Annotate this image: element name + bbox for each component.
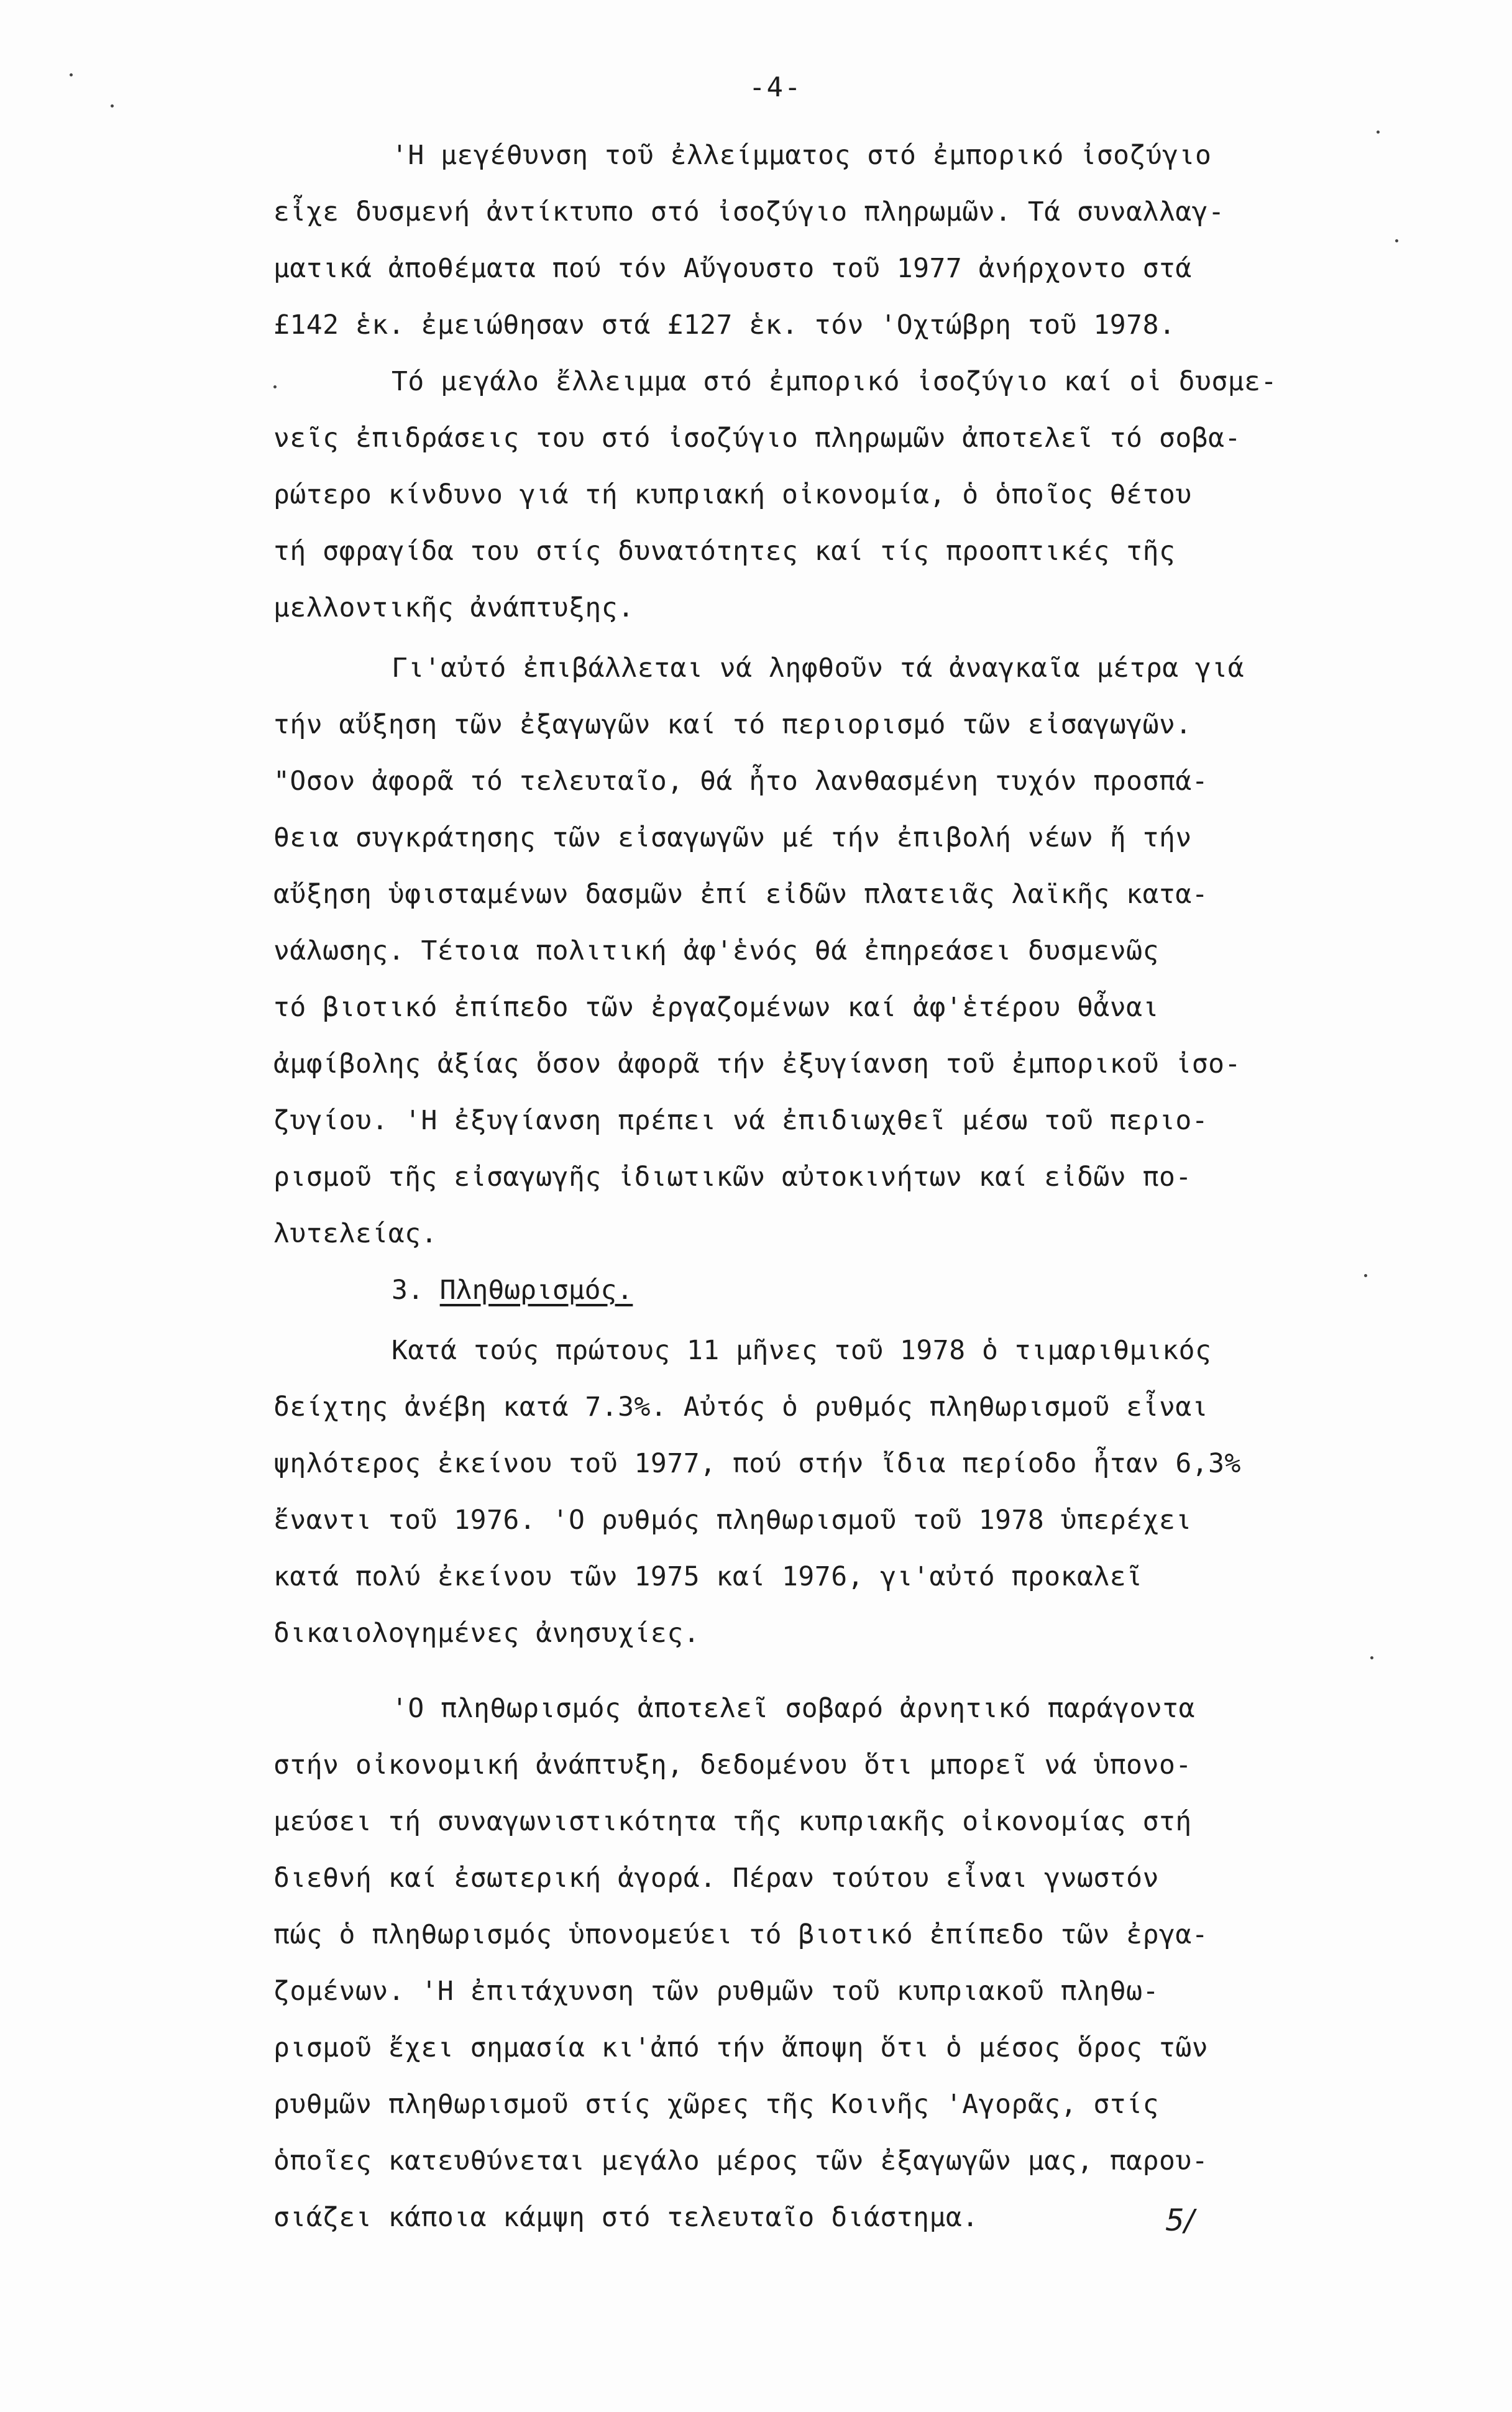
text-line: τήν αὔξηση τῶν ἐξαγωγῶν καί τό περιορισμό τῶν εἰσαγωγῶν.	[273, 709, 1192, 740]
paragraph-inflation-impact	[273, 1681, 1429, 2246]
text-line: δικαιολογημένες ἀνησυχίες.	[273, 1618, 700, 1649]
text-line: ζυγίου. 'Η ἐξυγίανση πρέπει νά ἐπιδιωχθεῖ μέσω τοῦ περιο-	[273, 1105, 1209, 1136]
text-line: σιάζει κάποια κάμψη στό τελευταῖο διάστημα.	[273, 2202, 979, 2233]
text-line: £142 ἑκ. ἐμειώθησαν στά £127 ἑκ. τόν 'Οχτώβρη τοῦ 1978.	[273, 310, 1176, 341]
text-line: νάλωσης. Τέτοια πολιτική ἀφ'ἑνός θά ἐπηρεάσει δυσμενῶς	[273, 935, 1159, 966]
text-line: διεθνή καί ἐσωτερική ἀγορά. Πέραν τούτου εἶναι γνωστόν	[273, 1863, 1159, 1894]
text-line: ρώτερο κίνδυνο γιά τή κυπριακή οἰκονομία, ὁ ὁποῖος θέτου	[273, 479, 1192, 510]
page-number: -4-	[749, 71, 802, 103]
scan-speck	[111, 104, 114, 108]
text-line: μεύσει τή συναγωνιστικότητα τῆς κυπριακῆς οἰκονομίας στή	[273, 1806, 1192, 1837]
scan-speck	[1364, 1274, 1367, 1277]
text-line: 'Η μεγέθυνση τοῦ ἐλλείμματος στό ἐμπορικό ἰσοζύγιο	[392, 140, 1212, 171]
section-title: Πληθωρισμός.	[439, 1275, 633, 1306]
text-line: ψηλότερος ἐκείνου τοῦ 1977, πού στήν ἴδια περίοδο ἦταν 6,3%	[273, 1448, 1241, 1479]
document-body	[273, 127, 1429, 2246]
scan-speck	[273, 385, 277, 388]
text-line: 'Ο πληθωρισμός ἀποτελεῖ σοβαρό ἀρνητικό παράγοντα	[392, 1693, 1196, 1724]
text-line: ματικά ἀποθέματα πού τόν Αὔγουστο τοῦ 1977 ἀνήρχοντο στά	[273, 253, 1192, 284]
paragraph-trade-deficit	[273, 127, 1429, 354]
scan-speck	[70, 73, 73, 76]
paragraph-inflation-rate	[273, 1323, 1429, 1662]
text-line: στήν οἰκονομική ἀνάπτυξη, δεδομένου ὅτι μπορεῖ νά ὑπονο-	[273, 1749, 1192, 1781]
scan-speck	[1370, 1656, 1373, 1659]
text-line: ρυθμῶν πληθωρισμοῦ στίς χῶρες τῆς Κοινῆς 'Αγορᾶς, στίς	[273, 2089, 1159, 2120]
text-line: ρισμοῦ τῆς εἰσαγωγῆς ἰδιωτικῶν αὐτοκινήτων καί εἰδῶν πο-	[273, 1162, 1192, 1193]
text-line: ἔναντι τοῦ 1976. 'Ο ρυθμός πληθωρισμοῦ τοῦ 1978 ὑπερέχει	[273, 1505, 1192, 1536]
text-line: ἀμφίβολης ἀξίας ὅσον ἀφορᾶ τήν ἐξυγίανση τοῦ ἐμπορικοῦ ἰσο-	[273, 1048, 1241, 1080]
text-line: θεια συγκράτησης τῶν εἰσαγωγῶν μέ τήν ἐπιβολή νέων ἤ τήν	[273, 822, 1192, 853]
text-line: λυτελείας.	[273, 1218, 438, 1249]
text-line: ρισμοῦ ἔχει σημασία κι'ἀπό τήν ἄποψη ὅτι ὁ μέσος ὅρος τῶν	[273, 2032, 1209, 2063]
text-line: κατά πολύ ἐκείνου τῶν 1975 καί 1976, γι'αὐτό προκαλεῖ	[273, 1561, 1143, 1592]
text-line: εἶχε δυσμενή ἀντίκτυπο στό ἰσοζύγιο πληρωμῶν. Τά συναλλαγ-	[273, 196, 1225, 227]
text-line: Τό μεγάλο ἔλλειμμα στό ἐμπορικό ἰσοζύγιο καί οἱ δυσμε-	[392, 366, 1277, 397]
text-line: πώς ὁ πληθωρισμός ὑπονομεύει τό βιοτικό ἐπίπεδο τῶν ἐργα-	[273, 1919, 1209, 1950]
text-line: "Οσον ἀφορᾶ τό τελευταῖο, θά ἦτο λανθασμένη τυχόν προσπά-	[273, 766, 1209, 797]
text-line: ὁποῖες κατευθύνεται μεγάλο μέρος τῶν ἐξαγωγῶν μας, παρου-	[273, 2145, 1209, 2176]
text-line: δείχτης ἀνέβη κατά 7.3%. Αὐτός ὁ ρυθμός πληθωρισμοῦ εἶναι	[273, 1392, 1209, 1423]
paragraph-measures	[273, 640, 1429, 1262]
section-number: 3.	[392, 1275, 424, 1306]
text-line: ζομένων. 'Η ἐπιτάχυνση τῶν ρυθμῶν τοῦ κυπριακοῦ πληθω-	[273, 1976, 1159, 2007]
text-line: νεῖς ἐπιδράσεις του στό ἰσοζύγιο πληρωμῶν ἀποτελεῖ τό σοβα-	[273, 423, 1241, 454]
scan-speck	[1377, 131, 1380, 134]
text-line: αὔξηση ὑφισταμένων δασμῶν ἐπί εἰδῶν πλατειᾶς λαϊκῆς κατα-	[273, 879, 1209, 910]
text-line: τή σφραγίδα του στίς δυνατότητες καί τίς προοπτικές τῆς	[273, 536, 1176, 567]
text-line: Γι'αὐτό ἐπιβάλλεται νά ληφθοῦν τά ἀναγκαῖα μέτρα γιά	[392, 653, 1245, 684]
paragraph-deficit-risk	[273, 354, 1429, 636]
text-line: μελλοντικῆς ἀνάπτυξης.	[273, 592, 635, 623]
section-heading	[273, 1262, 1429, 1319]
text-line: Κατά τούς πρώτους 11 μῆνες τοῦ 1978 ὁ τιμαριθμικός	[392, 1335, 1212, 1366]
scan-speck	[1395, 239, 1398, 242]
continuation-mark: 5/	[1165, 2203, 1194, 2238]
text-line: τό βιοτικό ἐπίπεδο τῶν ἐργαζομένων καί ἀφ'ἑτέρου θἆναι	[273, 992, 1159, 1023]
